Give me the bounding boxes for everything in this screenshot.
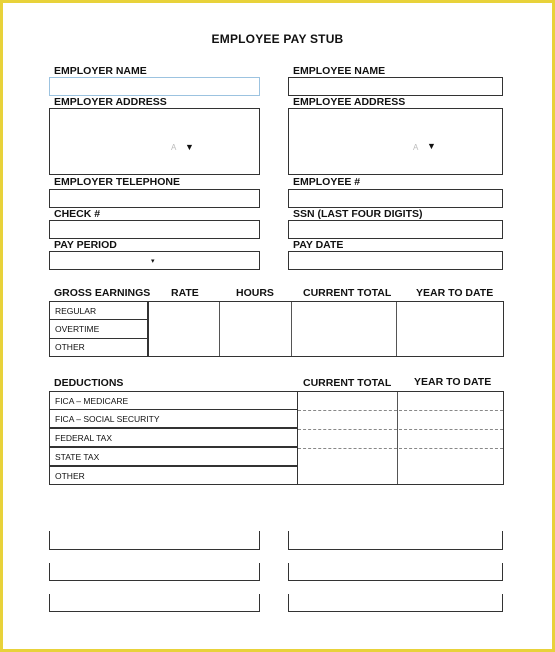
employee-number-field[interactable] <box>288 189 503 208</box>
summary-field-edge <box>49 563 50 580</box>
employee-address-field[interactable] <box>288 108 503 175</box>
deduction-row: FICA – SOCIAL SECURITY <box>49 409 298 428</box>
employer-telephone-field[interactable] <box>49 189 260 208</box>
page-title: EMPLOYEE PAY STUB <box>211 32 344 46</box>
deduction-row: FICA – MEDICARE <box>49 391 298 410</box>
gross-earnings-header: GROSS EARNINGS <box>54 287 151 299</box>
pay-period-field[interactable] <box>49 251 260 270</box>
pay-date-field[interactable] <box>288 251 503 270</box>
summary-field-edge <box>288 531 289 549</box>
dropdown-arrow-icon[interactable]: ▼ <box>185 142 194 152</box>
summary-field-edge <box>288 594 289 611</box>
grid-line <box>298 429 503 430</box>
earnings-col-hours: HOURS <box>236 287 274 299</box>
summary-field-edge <box>259 531 260 549</box>
pay-date-label: PAY DATE <box>293 239 344 251</box>
employee-number-label: EMPLOYEE # <box>293 176 361 188</box>
summary-field-edge <box>49 531 50 549</box>
earnings-col-rate: RATE <box>171 287 199 299</box>
employee-address-label: EMPLOYEE ADDRESS <box>293 96 406 108</box>
employer-telephone-label: EMPLOYER TELEPHONE <box>54 176 181 188</box>
pay-period-label: PAY PERIOD <box>54 239 117 251</box>
state-label-faint: A <box>171 143 177 152</box>
grid-line <box>298 410 503 411</box>
deduction-row: STATE TAX <box>49 447 298 466</box>
summary-field-edge <box>502 563 503 580</box>
summary-field-line[interactable] <box>288 549 503 550</box>
employer-name-label: EMPLOYER NAME <box>54 65 147 77</box>
deductions-header: DEDUCTIONS <box>54 377 124 389</box>
grid-divider <box>219 302 220 356</box>
summary-field-line[interactable] <box>49 549 260 550</box>
grid-divider <box>396 302 397 356</box>
earnings-col-current-total: CURRENT TOTAL <box>303 287 392 299</box>
earnings-row: OVERTIME <box>49 320 148 339</box>
earnings-row: OTHER <box>49 338 148 357</box>
dropdown-arrow-icon[interactable]: ▼ <box>427 141 436 151</box>
deductions-table <box>49 391 504 485</box>
grid-divider <box>397 392 398 484</box>
employer-address-label: EMPLOYER ADDRESS <box>54 96 167 108</box>
deduction-row: OTHER <box>49 466 298 485</box>
summary-field-edge <box>502 594 503 611</box>
grid-divider <box>291 302 292 356</box>
summary-field-line[interactable] <box>49 611 260 612</box>
summary-field-edge <box>259 563 260 580</box>
check-number-field[interactable] <box>49 220 260 239</box>
employer-name-field[interactable] <box>49 77 260 96</box>
summary-field-edge <box>49 594 50 611</box>
dropdown-arrow-icon[interactable]: ▾ <box>151 258 155 265</box>
state-label-faint: A <box>413 143 419 152</box>
earnings-row: REGULAR <box>49 301 148 320</box>
summary-field-line[interactable] <box>49 580 260 581</box>
deductions-col-year-to-date: YEAR TO DATE <box>414 376 492 388</box>
earnings-values-grid[interactable] <box>148 301 504 357</box>
summary-field-line[interactable] <box>288 580 503 581</box>
summary-field-line[interactable] <box>288 611 503 612</box>
summary-field-edge <box>502 531 503 549</box>
deduction-row: FEDERAL TAX <box>49 428 298 447</box>
employer-address-field[interactable] <box>49 108 260 175</box>
summary-field-edge <box>259 594 260 611</box>
earnings-col-year-to-date: YEAR TO DATE <box>416 287 494 299</box>
deductions-col-current-total: CURRENT TOTAL <box>303 377 392 389</box>
employee-name-label: EMPLOYEE NAME <box>293 65 386 77</box>
summary-field-edge <box>288 563 289 580</box>
ssn-field[interactable] <box>288 220 503 239</box>
employee-name-field[interactable] <box>288 77 503 96</box>
check-number-label: CHECK # <box>54 208 101 220</box>
ssn-label: SSN (LAST FOUR DIGITS) <box>293 208 423 220</box>
grid-line <box>298 448 503 449</box>
period-separator <box>148 251 160 252</box>
